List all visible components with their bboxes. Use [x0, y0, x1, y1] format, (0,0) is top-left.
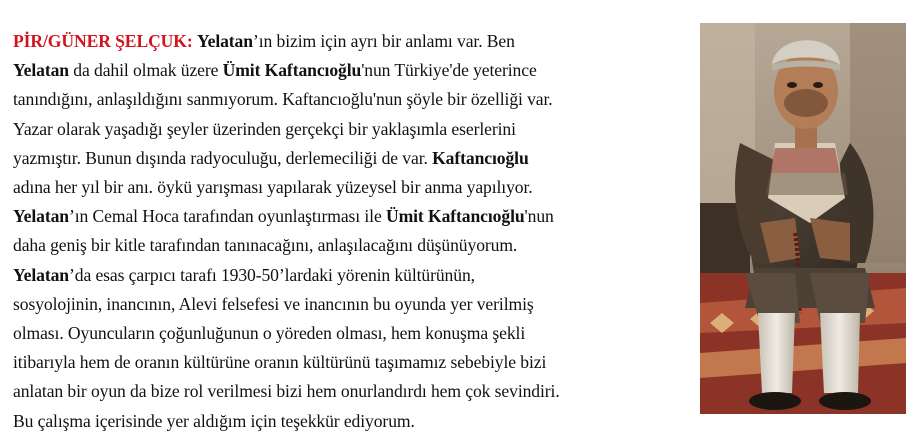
- text-run: ’da esas çarpıcı tarafı 1930-50’lardaki yörenin kültürünün,: [69, 264, 475, 285]
- text-run: tanındığını, anlaşıldığını sanmıyorum. Kaftancıoğlu'nun şöyle bir özelliği var.: [13, 89, 553, 110]
- speaker-name: PİR/GÜNER ŞELÇUK:: [13, 31, 193, 51]
- text-line: [13, 231, 703, 260]
- text-line: [13, 202, 703, 231]
- text-run: sosyolojinin, inancının, Alevi felsefesi ve inancının bu oyunda yer verilmiş: [13, 293, 534, 314]
- bold-term: Ümit Kaftancıoğlu: [385, 206, 525, 227]
- text-line: [13, 348, 703, 377]
- text-run: da dahil olmak üzere: [69, 60, 223, 81]
- bold-term: Ümit Kaftancıoğlu: [222, 60, 362, 81]
- text-run: 'nun: [524, 206, 554, 227]
- text-line: [13, 85, 703, 114]
- text-run: daha geniş bir kitle tarafından tanınacağını, anlaşılacağını düşünüyorum.: [13, 235, 518, 256]
- bold-term: Yelatan: [196, 31, 253, 51]
- text-run: olması. Oyuncuların çoğunluğunun o yöreden olması, hem konuşma şekli: [13, 323, 526, 344]
- bold-term: Kaftancıoğlu: [432, 147, 529, 168]
- text-run: ’ın Cemal Hoca tarafından oyunlaştırması ile: [69, 206, 386, 227]
- text-run: itibarıyla hem de oranın kültürüne oranın kültürünü taşımamız sebebiyle bizi: [13, 352, 547, 373]
- actor-photo: [700, 23, 906, 414]
- text-run: Yazar olarak yaşadığı şeyler üzerinden gerçekçi bir yaklaşımla eserlerini: [13, 118, 516, 139]
- bold-term: Yelatan: [13, 206, 69, 227]
- text-run: yazmıştır. Bunun dışında radyoculuğu, derlemeciliği de var.: [13, 147, 433, 168]
- text-line: [13, 290, 703, 319]
- article-paragraph: [13, 27, 703, 436]
- text-run: ’ın bizim için ayrı bir anlamı var. Ben: [252, 31, 515, 51]
- text-run: anlatan bir oyun da bize rol verilmesi bizi hem onurlandırdı hem çok sevindiri.: [13, 381, 560, 402]
- text-run: 'nun Türkiye'de yeterince: [361, 60, 537, 81]
- bold-term: Yelatan: [13, 264, 69, 285]
- text-line: [13, 261, 703, 290]
- bold-term: Yelatan: [13, 60, 69, 81]
- text-line: [13, 27, 703, 56]
- text-line: [13, 377, 703, 406]
- actor-photo-illustration: [700, 23, 906, 414]
- text-line: [13, 173, 703, 202]
- text-line: [13, 319, 703, 348]
- text-line: [13, 56, 703, 85]
- text-line: [13, 115, 703, 144]
- text-line: [13, 407, 703, 436]
- text-run: Bu çalışma içerisinde yer aldığım için teşekkür ediyorum.: [13, 410, 415, 431]
- text-run: adına her yıl bir anı. öykü yarışması yapılarak yüzeysel bir anma yapılıyor.: [13, 177, 533, 198]
- text-line: [13, 144, 703, 173]
